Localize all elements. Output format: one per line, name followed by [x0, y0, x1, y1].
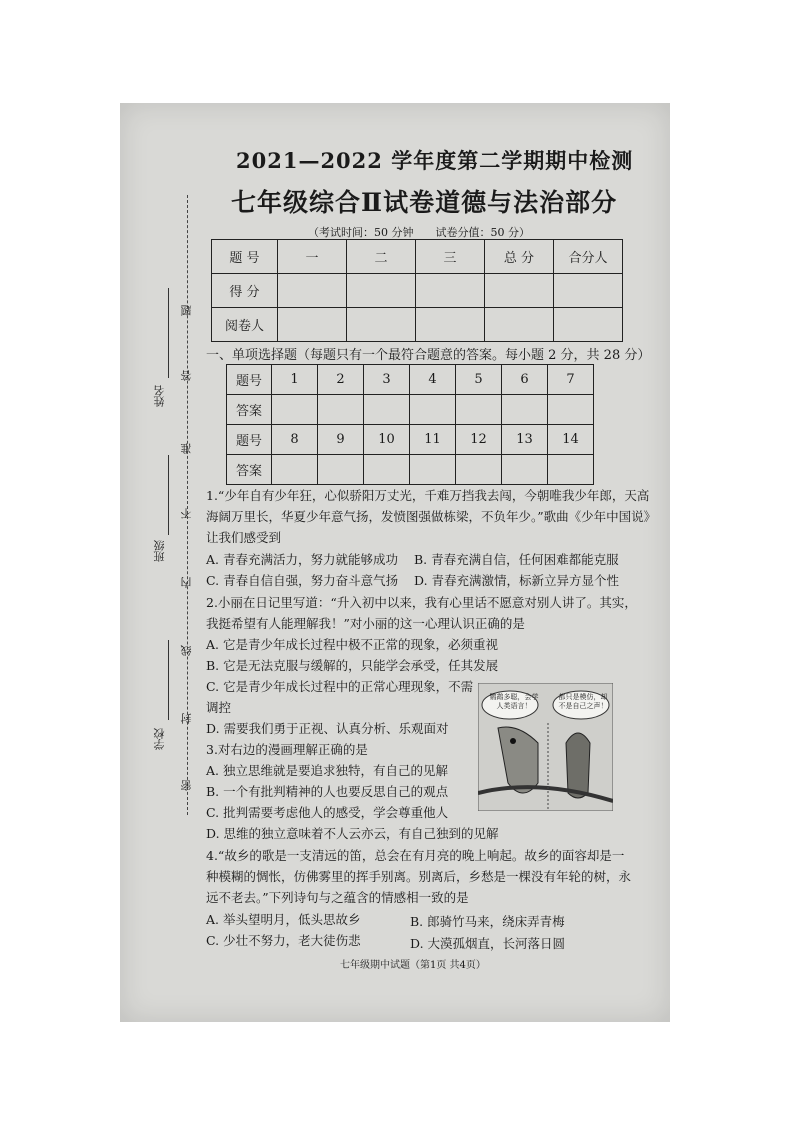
answer-cell — [456, 455, 502, 485]
school-blank — [168, 640, 169, 720]
question-1-stem: 1.“少年自有少年狂，心似骄阳万丈光，千难万挡我去闯，今朝唯我少年郎，天高 — [206, 488, 650, 503]
question-2-option-c: C. 它是青少年成长过程中的正常心理现象，不需 — [206, 679, 474, 694]
exam-meta: （考试时间：50 分钟 试卷分值：50 分） — [308, 226, 530, 239]
question-3-option-c: C. 批判需要考虑他人的感受，学会尊重他人 — [206, 805, 449, 820]
table-row — [212, 308, 623, 342]
table-cell: 答案 — [227, 395, 272, 425]
table-cell: 阅卷人 — [212, 308, 278, 342]
question-4-option-b: B. 郎骑竹马来，绕床弄青梅 — [410, 914, 565, 929]
answer-cell — [318, 455, 364, 485]
table-cell: 二 — [347, 240, 416, 274]
seal-char: 内 — [180, 577, 193, 588]
question-4-stem: 4.“故乡的歌是一支清远的笛，总会在有月亮的晚上响起。故乡的面容却是一 — [206, 848, 625, 863]
score-cell — [278, 274, 347, 308]
question-3-option-d: D. 思维的独立意味着不人云亦云，有自己独到的见解 — [206, 826, 499, 841]
seal-char: 题 — [180, 305, 193, 316]
table-cell: 3 — [364, 365, 410, 395]
answer-cell — [364, 395, 410, 425]
score-cell — [278, 308, 347, 342]
answer-cell — [548, 455, 594, 485]
score-cell — [416, 308, 485, 342]
cartoon-bubble-right: 都只是模仿，却不是自己之声！ — [558, 693, 608, 710]
exam-subtitle: 七年级综合Ⅱ试卷道德与法治部分 — [231, 188, 618, 217]
name-blank — [168, 288, 169, 378]
question-1-option-a: A. 青春充满活力，努力就能够成功 — [206, 552, 398, 567]
section-heading: 一、单项选择题（每题只有一个最符合题意的答案。每小题 2 分，共 28 分） — [206, 348, 651, 363]
table-cell: 14 — [548, 425, 594, 455]
school-label: 学校 — [153, 728, 166, 750]
table-cell: 三 — [416, 240, 485, 274]
table-cell: 1 — [272, 365, 318, 395]
question-4-stem: 远不老去。”下列诗句与之蕴含的情感相一致的是 — [206, 890, 469, 905]
answer-cell — [502, 455, 548, 485]
table-row — [227, 455, 594, 485]
table-cell: 一 — [278, 240, 347, 274]
answer-cell — [410, 395, 456, 425]
answer-cell — [272, 395, 318, 425]
table-cell: 5 — [456, 365, 502, 395]
answer-cell — [272, 455, 318, 485]
table-cell: 8 — [272, 425, 318, 455]
page-footer: 七年级期中试题（第1页 共4页） — [340, 960, 486, 971]
table-cell: 9 — [318, 425, 364, 455]
table-cell: 总 分 — [485, 240, 554, 274]
question-1-stem: 海阔万里长，华夏少年意气扬，发愤图强做栋梁，不负年少。”歌曲《少年中国说》 — [206, 509, 657, 524]
question-4-option-a: A. 举头望明月，低头思故乡 — [206, 912, 361, 927]
score-table — [211, 239, 623, 342]
question-4-option-c: C. 少壮不努力，老大徒伤悲 — [206, 933, 361, 948]
seal-char: 不 — [180, 508, 193, 519]
seal-char: 线 — [180, 645, 193, 656]
table-cell: 合分人 — [554, 240, 623, 274]
table-cell: 7 — [548, 365, 594, 395]
score-cell — [416, 274, 485, 308]
question-1-option-b: B. 青春充满自信，任何困难都能克服 — [414, 552, 619, 567]
question-4-stem: 种模糊的惆怅，仿佛雾里的挥手别离。别离后，乡愁是一棵没有年轮的树，永 — [206, 869, 632, 884]
seal-char: 封 — [180, 713, 193, 724]
bird-icon — [566, 733, 590, 798]
answer-cell — [502, 395, 548, 425]
table-cell: 题 号 — [212, 240, 278, 274]
question-1-option-d: D. 青春充满激情，标新立异方显个性 — [414, 573, 620, 588]
question-1-option-c: C. 青春自信自强，努力奋斗意气扬 — [206, 573, 399, 588]
answer-cell — [410, 455, 456, 485]
table-row — [227, 425, 594, 455]
table-row — [212, 240, 623, 274]
table-cell: 题号 — [227, 425, 272, 455]
table-cell: 题号 — [227, 365, 272, 395]
answer-cell — [548, 395, 594, 425]
question-2-option-c-cont: 调控 — [206, 700, 232, 715]
seal-char: 答 — [180, 370, 193, 381]
name-label: 姓名 — [153, 385, 166, 407]
question-3-option-b: B. 一个有批判精神的人也要反思自己的观点 — [206, 784, 449, 799]
exam-title: 2021—2022 学年度第二学期期中检测 — [236, 148, 634, 173]
question-2-option-d: D. 需要我们勇于正视、认真分析、乐观面对 — [206, 721, 449, 736]
cartoon-bubble-left: 鹦鹉多聪，会学人类语言！ — [489, 693, 539, 710]
table-cell: 6 — [502, 365, 548, 395]
table-row — [227, 395, 594, 425]
question-3-option-a: A. 独立思维就是要追求独特，有自己的见解 — [206, 763, 448, 778]
table-cell: 13 — [502, 425, 548, 455]
table-cell: 10 — [364, 425, 410, 455]
answer-cell — [364, 455, 410, 485]
answer-cell — [318, 395, 364, 425]
table-cell: 答案 — [227, 455, 272, 485]
question-2-stem: 2.小丽在日记里写道：“升入初中以来，我有心里话不愿意对别人讲了。其实， — [206, 595, 637, 610]
question-2-option-a: A. 它是青少年成长过程中极不正常的现象，必须重视 — [206, 637, 498, 652]
score-cell — [485, 274, 554, 308]
table-cell: 11 — [410, 425, 456, 455]
answer-table — [226, 364, 594, 485]
table-cell: 得 分 — [212, 274, 278, 308]
class-blank — [168, 455, 169, 535]
question-4-option-d: D. 大漠孤烟直，长河落日圆 — [410, 936, 566, 951]
score-cell — [554, 308, 623, 342]
score-cell — [347, 274, 416, 308]
class-label: 班级 — [153, 540, 166, 562]
table-cell: 2 — [318, 365, 364, 395]
score-cell — [554, 274, 623, 308]
score-cell — [485, 308, 554, 342]
table-row — [212, 274, 623, 308]
question-2-stem: 我挺希望有人能理解我！”对小丽的这一心理认识正确的是 — [206, 616, 525, 631]
table-cell: 12 — [456, 425, 502, 455]
answer-cell — [456, 395, 502, 425]
question-1-stem: 让我们感受到 — [206, 530, 282, 545]
seal-char: 密 — [180, 780, 193, 791]
seal-char: 准 — [180, 443, 193, 454]
question-3-stem: 3.对右边的漫画理解正确的是 — [206, 742, 368, 757]
table-row — [227, 365, 594, 395]
score-cell — [347, 308, 416, 342]
question-2-option-b: B. 它是无法克服与缓解的，只能学会承受，任其发展 — [206, 658, 499, 673]
table-cell: 4 — [410, 365, 456, 395]
